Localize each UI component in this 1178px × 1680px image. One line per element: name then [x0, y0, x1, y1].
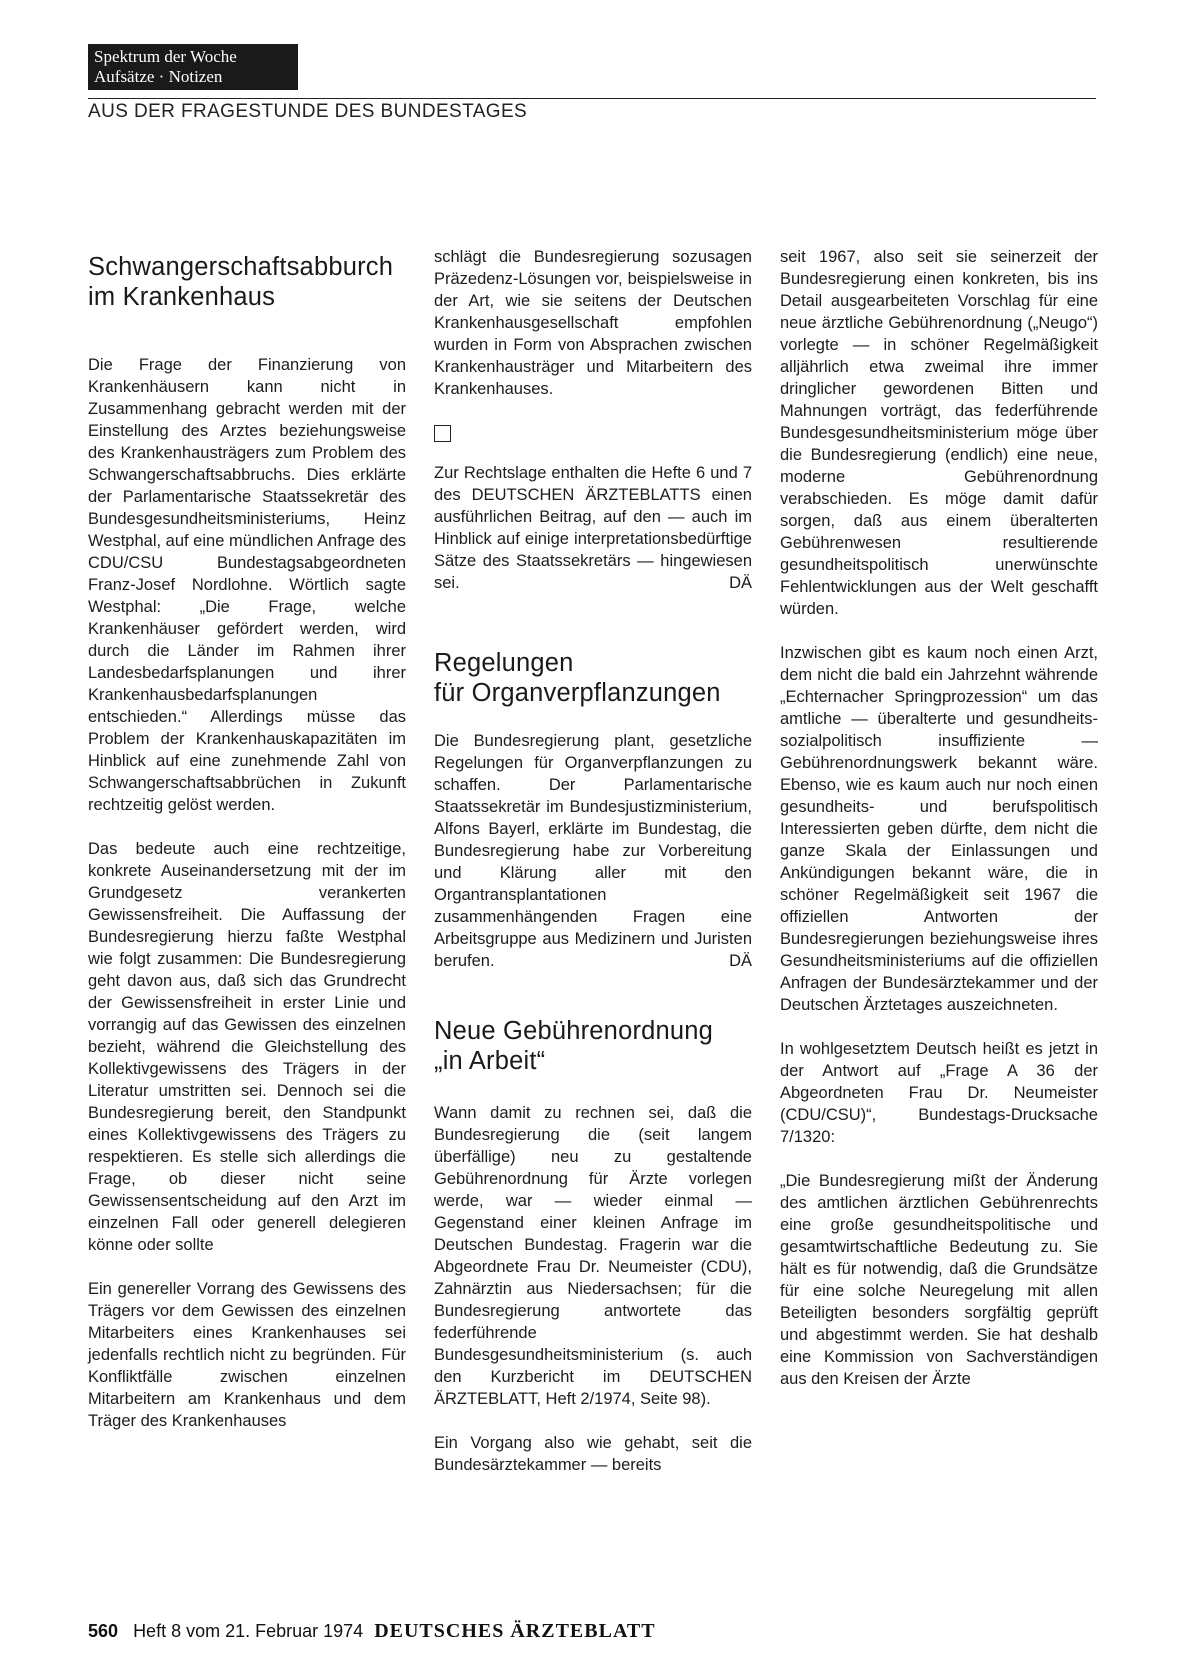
section-end-square-icon	[434, 425, 451, 442]
title-line: „in Arbeit“	[434, 1047, 546, 1075]
paragraph-text: Die Bundesregierung plant, gesetzliche Regelungen für Organverpflanzungen zu schaffen. Der Parlamentarische Staatssekretär im Bundesjustizministerium, Alfons Bayerl, erklärte im Bundestag, die Bundesregierung habe zur Vorbereitung und Klärung aller mit den Organtransplantationen zusammenhängenden Fragen eine Arbeitsgruppe aus Medizinern und Juristen berufen.	[434, 732, 752, 970]
paragraph: „Die Bundesregierung mißt der Änderung des amtlichen ärztlichen Gebührenrechts eine große gesundheitspolitische und gesamtwirtschaftliche Bedeutung zu. Sie hält es für notwendig, daß die Grundsätze für eine solche Neuregelung mit allen Beteiligten besonders sorgfältig geprüft und abgestimmt werden. Sie hat deshalb eine Kommission von Sachverständigen aus den Kreisen der Ärzte	[780, 1172, 1098, 1388]
paragraph-text: Zur Rechtslage enthalten die Hefte 6 und 7 des DEUTSCHEN ÄRZTEBLATTS einen ausführlichen Beitrag, auf den — auch im Hinblick auf einige interpretationsbedürftige Sätze des Staatssekretärs — hingewiesen sei.	[434, 464, 752, 592]
article-title-gebuehrenordnung	[434, 1016, 752, 1076]
column-1	[88, 252, 406, 1432]
section-tag-line1: Spektrum der Woche	[94, 47, 237, 66]
article-title-schwangerschaftsabbruch	[88, 252, 406, 312]
paragraph: Inzwischen gibt es kaum noch einen Arzt, dem nicht die bald ein Jahrzehnt währende „Echternacher Springprozession“ um das amtliche — überalterte und gesundheits-sozialpolitisch insuffiziente — Gebührenordnungswerk bekannt wäre. Ebenso, wie es kaum auch nur noch einen gesundheits- und berufspolitisch Interessierten geben dürfte, dem nicht die ganze Skala der Einlassungen und Ankündigungen bekannt wäre, die in schöner Regelmäßigkeit seit 1967 die offiziellen Antworten der Bundesregierungen beziehungsweise ihres Gesundheitsministeriums auf die offiziellen Anfragen der Bundesärztekammer und der Deutschen Ärztetages auszeichneten.	[780, 644, 1098, 1014]
signature: DÄ	[729, 952, 752, 970]
title-line: im Krankenhaus	[88, 283, 276, 311]
paragraph: seit 1967, also seit sie seinerzeit der Bundesregierung einen konkreten, bis ins Detail ausgearbeiteten Vorschlag für eine neue ärztliche Gebührenordnung („Neugo“) vorlegte — in schöner Regelmäßigkeit alljährlich etwa zweimal ihre immer dringlicher gewordenen Bitten und Mahnungen vorträgt, das federführende Bundesgesundheitsministerium möge über die Bundesregierung (endlich) eine neue, moderne Gebührenordnung verabschieden. Es möge damit dafür sorgen, daß aus einem überalterten Gebührenwesen resultierende gesundheitspolitisch unerwünschte Fehlentwicklungen aus der Welt geschafft würden.	[780, 248, 1098, 618]
page-number: 560	[88, 1621, 119, 1641]
section-tag-line2: Aufsätze · Notizen	[94, 67, 223, 86]
paragraph: Das bedeute auch eine rechtzeitige, konkrete Auseinandersetzung mit der im Grundgesetz verankerten Gewissensfreiheit. Die Auffassung der Bundesregierung hierzu faßte Westphal wie folgt zusammen: Die Bundesregierung geht davon aus, daß sich das Grundrecht der Gewissensfreiheit in erster Linie und vorrangig auf das Gewissen des einzelnen bezieht, während die Gleichstellung des Kollektivgewissens des Trägers in der Literatur umstritten sei. Dennoch sei die Bundesregierung bereit, den Standpunkt eines Kollektivgewissens des Trägers zu respektieren. Es stelle sich allerdings die Frage, ob dieser nicht seine Gewissensentscheidung auf den Arzt im einzelnen Fall oder generell delegieren könne oder sollte	[88, 840, 406, 1254]
paragraph: Ein Vorgang also wie gehabt, seit die Bundesärztekammer — bereits	[434, 1434, 752, 1474]
paragraph	[434, 730, 752, 972]
section-tag	[88, 44, 298, 90]
paragraph: schlägt die Bundesregierung sozusagen Präzedenz-Lösungen vor, beispielsweise in der Art, wie sie seitens der Deutschen Krankenhausgesellschaft empfohlen wurden in Form von Absprachen zwischen Krankenhausträger und Mitarbeitern des Krankenhauses.	[434, 248, 752, 398]
column-2	[434, 248, 752, 1476]
article-title-organverpflanzungen	[434, 648, 752, 708]
paragraph: Wann damit zu rechnen sei, daß die Bundesregierung die (seit langem überfällige) neu zu gestaltende Gebührenordnung für Ärzte vorlegen werde, war — wieder einmal — Gegenstand einer kleinen Anfrage im Deutschen Bundestag. Fragerin war die Abgeordnete Frau Dr. Neumeister (CDU), Zahnärztin aus Niedersachsen; für die Bundesregierung antwortete das federführende Bundesgesundheitsministerium (s. auch den Kurzbericht im DEUTSCHEN ÄRZTEBLATT, Heft 2/1974, Seite 98).	[434, 1104, 752, 1408]
title-line: Neue Gebührenordnung	[434, 1017, 714, 1045]
paragraph: Die Frage der Finanzierung von Krankenhäusern kann nicht in Zusammenhang gebracht werden mit der Einstellung des Arztes beziehungsweise des Krankenhausträgers zum Problem des Schwangerschaftsabbruchs. Dies erklärte der Parlamentarische Staatssekretär des Bundesgesundheitsministeriums, Heinz Westphal, auf eine mündlichen Anfrage des CDU/CSU Bundestagsabgeordneten Franz-Josef Nordlohne. Wörtlich sagte Westphal: „Die Frage, welche Krankenhäuser gefördert werden, wird durch die Länder im Rahmen ihrer Landesbedarfsplanungen und ihrer Krankenhausbedarfsplanungen entschieden.“ Allerdings müsse das Problem der Krankenhauskapazitäten im Hinblick auf eine zunehmende Zahl von Schwangerschaftsabbrüchen in Zukunft rechtzeitig gelöst werden.	[88, 356, 406, 814]
masthead: DEUTSCHES ÄRZTEBLATT	[374, 1620, 656, 1642]
header-rule	[88, 98, 1096, 99]
paragraph: In wohlgesetztem Deutsch heißt es jetzt in der Antwort auf „Frage A 36 der Abgeordneten Frau Dr. Neumeister (CDU/CSU)“, Bundestags-Drucksache 7/1320:	[780, 1040, 1098, 1146]
column-3	[780, 248, 1098, 1390]
title-line: für Organverpflanzungen	[434, 679, 721, 707]
kicker: AUS DER FRAGESTUNDE DES BUNDESTAGES	[88, 101, 528, 122]
paragraph: Ein genereller Vorrang des Gewissens des Trägers vor dem Gewissen des einzelnen Mitarbeiters eines Krankenhauses sei jedenfalls rechtlich nicht zu begründen. Für Konfliktfälle zwischen einzelnen Mitarbeitern am Krankenhaus und dem Träger des Krankenhauses	[88, 1280, 406, 1430]
title-line: Schwangerschaftsabburch	[88, 253, 394, 281]
paragraph	[434, 462, 752, 594]
title-line: Regelungen	[434, 649, 574, 677]
page-footer	[88, 1620, 656, 1643]
signature: DÄ	[729, 574, 752, 592]
issue-info: Heft 8 vom 21. Februar 1974	[133, 1621, 364, 1641]
